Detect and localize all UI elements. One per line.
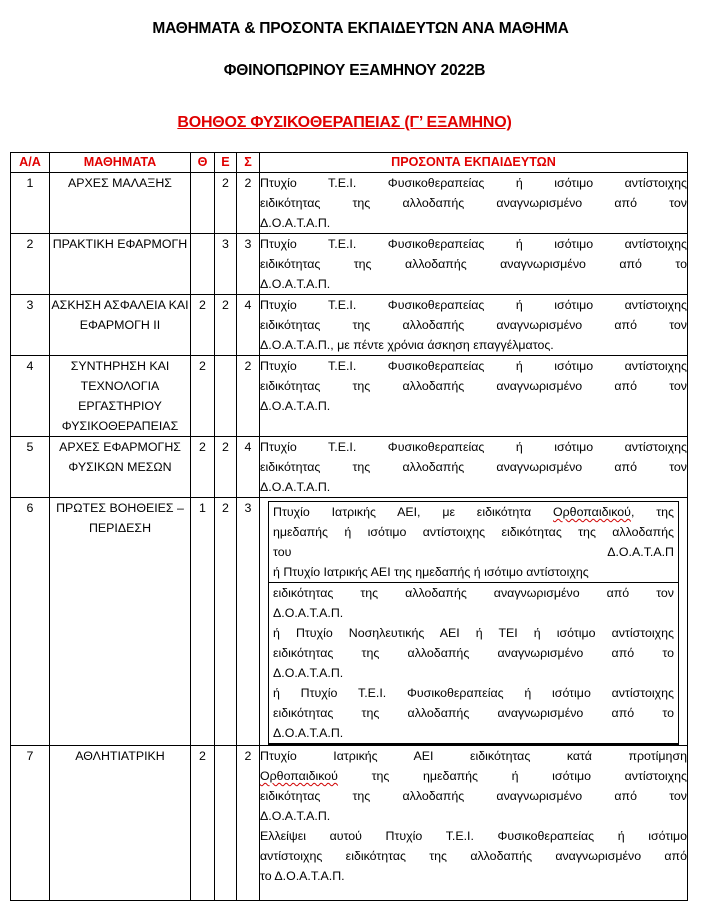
semester-title: ΦΘΙΝΟΠΩΡΙΝΟΥ ΕΞΑΜΗΝΟΥ 2022Β — [223, 62, 486, 79]
section-title: ΒΟΗΘΟΣ ΦΥΣΙΚΟΘΕΡΑΠΕΙΑΣ (Γ’ ΕΞΑΜΗΝΟ) — [177, 114, 512, 131]
qual-line: ειδικότητας της αλλοδαπής αναγνωρισμένο από τον — [260, 318, 687, 332]
qual-line: Δ.Ο.Α.Τ.Α.Π. — [273, 666, 344, 680]
qual-line: Πτυχίο Τ.Ε.Ι. Φυσικοθεραπείας ή ισότιμο αντίστοιχης — [260, 237, 687, 251]
qualifications — [260, 356, 688, 437]
lab-hours: 2 — [215, 295, 237, 356]
total-hours: 2 — [237, 746, 260, 901]
qual-text: Πτυχίο Ιατρικής ΑΕΙ, με ειδικότητα — [273, 505, 532, 519]
header-total: Σ — [237, 153, 260, 173]
qual-line: Πτυχίο Τ.Ε.Ι. Φυσικοθεραπείας ή ισότιμο αντίστοιχης — [260, 359, 687, 373]
qual-line: το Δ.Ο.Α.Τ.Α.Π. — [260, 869, 345, 883]
header-subjects: ΜΑΘΗΜΑΤΑ — [50, 153, 191, 173]
qualifications — [260, 498, 688, 746]
subject-name: ΑΣΚΗΣΗ ΑΣΦΑΛΕΙΑ ΚΑΙ ΕΦΑΡΜΟΓΗ ΙΙ — [50, 295, 191, 356]
table-row — [11, 356, 688, 437]
qualifications — [260, 295, 688, 356]
spellcheck-flagged-word: Ορθοπαιδικού — [553, 505, 631, 519]
qual-line: ειδικότητας της αλλοδαπής αναγνωρισμένο από το — [273, 706, 674, 720]
qual-line: Δ.Ο.Α.Τ.Α.Π. — [260, 277, 331, 291]
theory-hours: 1 — [191, 498, 215, 746]
table-row — [11, 173, 688, 234]
subject-name: ΠΡΩΤΕΣ ΒΟΗΘΕΙΕΣ – ΠΕΡΙΔΕΣΗ — [50, 498, 191, 746]
qual-line: ημεδαπής ή ισότιμο αντίστοιχης ειδικότητας της αλλοδαπής — [273, 525, 674, 539]
spellcheck-flagged-word: Ορθοπαιδικού — [260, 769, 338, 783]
theory-hours — [191, 234, 215, 295]
qual-line: ειδικότητας της αλλοδαπής αναγνωρισμένο από τον — [260, 379, 687, 393]
lab-hours — [215, 356, 237, 437]
qualifications — [260, 746, 688, 901]
subject-name: ΣΥΝΤΗΡΗΣΗ ΚΑΙ ΤΕΧΝΟΛΟΓΙΑ ΕΡΓΑΣΤΗΡΙΟΥ ΦΥΣΙΚΟΘΕΡΑΠΕΙΑΣ — [50, 356, 191, 437]
qual-line: ή Πτυχίο Τ.Ε.Ι. Φυσικοθεραπείας ή ισότιμο αντίστοιχης — [273, 686, 674, 700]
row-number: 7 — [11, 746, 50, 901]
subject-name: ΑΘΛΗΤΙΑΤΡΙΚΗ — [50, 746, 191, 901]
total-hours: 2 — [237, 173, 260, 234]
total-hours: 4 — [237, 295, 260, 356]
lab-hours: 2 — [215, 173, 237, 234]
qualifications-box-bottom — [269, 583, 678, 743]
qual-line: Δ.Ο.Α.Τ.Α.Π. — [260, 809, 331, 823]
qualifications — [260, 173, 688, 234]
qual-line: ειδικότητας της αλλοδαπής αναγνωρισμένο από τον — [260, 789, 687, 803]
theory-hours — [191, 173, 215, 234]
total-hours: 3 — [237, 234, 260, 295]
qualifications — [260, 437, 688, 498]
subject-name: ΑΡΧΕΣ ΕΦΑΡΜΟΓΗΣ ΦΥΣΙΚΩΝ ΜΕΣΩΝ — [50, 437, 191, 498]
qualifications — [260, 234, 688, 295]
row-number: 5 — [11, 437, 50, 498]
lab-hours — [215, 746, 237, 901]
theory-hours: 2 — [191, 746, 215, 901]
table-header-row — [11, 153, 688, 173]
total-hours: 4 — [237, 437, 260, 498]
row-number: 1 — [11, 173, 50, 234]
total-hours: 2 — [237, 356, 260, 437]
qual-line: Δ.Ο.Α.Τ.Α.Π. — [260, 480, 331, 494]
qual-line — [273, 502, 674, 522]
qual-line: Δ.Ο.Α.Τ.Α.Π. — [273, 726, 344, 740]
qual-line: Πτυχίο Τ.Ε.Ι. Φυσικοθεραπείας ή ισότιμο αντίστοιχης — [260, 298, 687, 312]
document-title: ΜΑΘΗΜΑΤΑ & ΠΡΟΣΟΝΤΑ ΕΚΠΑΙΔΕΥΤΩΝ ΑΝΑ ΜΑΘΗΜΑ — [152, 20, 569, 37]
subject-name: ΠΡΑΚΤΙΚΗ ΕΦΑΡΜΟΓΗ — [50, 234, 191, 295]
header-aa: Α/Α — [11, 153, 50, 173]
table-row — [11, 295, 688, 356]
courses-table — [10, 152, 688, 901]
row-number: 4 — [11, 356, 50, 437]
header-qualifications: ΠΡΟΣΟΝΤΑ ΕΚΠΑΙΔΕΥΤΩΝ — [260, 153, 688, 173]
table-row — [11, 234, 688, 295]
row-number: 3 — [11, 295, 50, 356]
qual-text: του — [273, 545, 292, 559]
qual-line: ειδικότητας της αλλοδαπής αναγνωρισμένο από τον — [273, 586, 674, 600]
qual-line: ειδικότητας της αλλοδαπής αναγνωρισμένο από το — [260, 257, 687, 271]
qual-line — [260, 766, 687, 786]
qual-line: Πτυχίο Τ.Ε.Ι. Φυσικοθεραπείας ή ισότιμο αντίστοιχης — [260, 440, 687, 454]
qual-line: Δ.Ο.Α.Τ.Α.Π., με πέντε χρόνια άσκηση επαγγέλματος. — [260, 338, 554, 352]
theory-hours: 2 — [191, 356, 215, 437]
qual-line: Δ.Ο.Α.Τ.Α.Π. — [260, 399, 331, 413]
row-number: 6 — [11, 498, 50, 746]
header-theory: Θ — [191, 153, 215, 173]
lab-hours: 2 — [215, 437, 237, 498]
table-row — [11, 498, 688, 746]
qual-text: της ημεδαπής ή ισότιμο αντίστοιχης — [337, 769, 687, 783]
qual-line: Δ.Ο.Α.Τ.Α.Π. — [273, 606, 344, 620]
table-row — [11, 746, 688, 901]
qualifications-box — [268, 501, 679, 745]
theory-hours: 2 — [191, 437, 215, 498]
qual-text: Δ.Ο.Α.Τ.Α.Π — [607, 545, 674, 559]
qual-line: Πτυχίο Ιατρικής ΑΕΙ ειδικότητας κατά προτίμηση — [260, 749, 687, 763]
lab-hours: 3 — [215, 234, 237, 295]
total-hours: 3 — [237, 498, 260, 746]
theory-hours: 2 — [191, 295, 215, 356]
qual-line: Πτυχίο Τ.Ε.Ι. Φυσικοθεραπείας ή ισότιμο αντίστοιχης — [260, 176, 687, 190]
qual-line: ή Πτυχίο Ιατρικής ΑΕΙ της ημεδαπής ή ισότιμο αντίστοιχης — [273, 565, 589, 579]
qual-line: αντίστοιχης ειδικότητας της αλλοδαπής αναγνωρισμένο από — [260, 849, 687, 863]
qual-line: Δ.Ο.Α.Τ.Α.Π. — [260, 216, 331, 230]
qual-text: , της — [630, 505, 674, 519]
qual-line: ειδικότητας της αλλοδαπής αναγνωρισμένο από το — [273, 646, 674, 660]
row-number: 2 — [11, 234, 50, 295]
qualifications-box-top — [269, 502, 678, 583]
qual-line: Ελλείψει αυτού Πτυχίο Τ.Ε.Ι. Φυσικοθεραπείας ή ισότιμο — [260, 829, 687, 843]
qual-line — [273, 542, 674, 562]
lab-hours: 2 — [215, 498, 237, 746]
header-lab: Ε — [215, 153, 237, 173]
subject-name: ΑΡΧΕΣ ΜΑΛΑΞΗΣ — [50, 173, 191, 234]
qual-line: ή Πτυχίο Νοσηλευτικής ΑΕΙ ή ΤΕΙ ή ισότιμο αντίστοιχης — [273, 626, 674, 640]
qual-line: ειδικότητας της αλλοδαπής αναγνωρισμένο από τον — [260, 460, 687, 474]
qual-line: ειδικότητας της αλλοδαπής αναγνωρισμένο από τον — [260, 196, 687, 210]
table-row — [11, 437, 688, 498]
